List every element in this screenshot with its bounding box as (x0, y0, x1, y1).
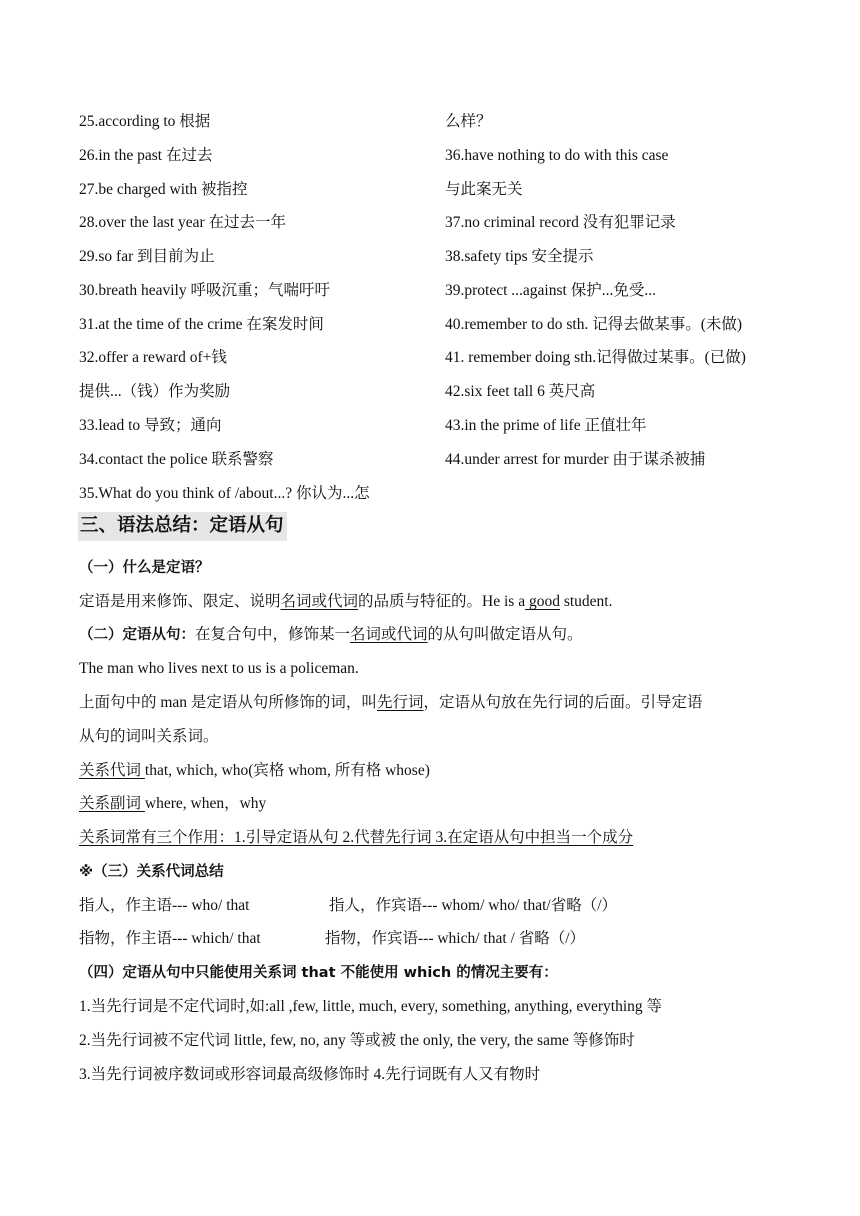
text: 上面句中的 man 是定语从句所修饰的词，叫 (79, 694, 377, 711)
rule-3: 3.当先行词被序数词或形容词最高级修饰时 4.先行词既有人又有物时 (79, 1066, 541, 1083)
text: ，定语从句放在先行词的后面。引导定语 (423, 694, 703, 711)
vocab-item: 么样？ (445, 113, 492, 130)
vocab-item: 44.under arrest for murder 由于谋杀被捕 (445, 451, 706, 468)
vocab-item: 41. remember doing sth.记得做过某事。(已做) (445, 349, 746, 366)
vocab-item: 33.lead to 导致；通向 (79, 417, 222, 434)
attributive-clause-line (79, 625, 583, 645)
summary-row-thing-subject: 指物，作主语--- which/ that (79, 930, 261, 947)
underlined-term: 名词或代词 (280, 593, 359, 610)
relative-pronouns-label: 关系代词 (79, 762, 145, 779)
rule-1: 1.当先行词是不定代词时,如:all ,few, little, much, every, something, anything, everything 等 (79, 998, 663, 1015)
vocab-item: 提供...（钱）作为奖励 (79, 383, 231, 400)
underlined-term: good (525, 593, 560, 610)
section-title: 三、语法总结：定语从句 (78, 512, 287, 541)
subheading-pronoun-summary: ※（三）关系代词总结 (79, 864, 224, 880)
text: 的从句叫做定语从句。 (427, 626, 583, 643)
summary-row-thing-object: 指物，作宾语--- which/ that / 省略（/） (325, 930, 586, 947)
vocab-item: 38.safety tips 安全提示 (445, 248, 594, 265)
vocab-item: 36.have nothing to do with this case (445, 147, 669, 164)
example-sentence: The man who lives next to us is a policeman. (79, 660, 359, 677)
relative-word-roles: 关系词常有三个作用：1.引导定语从句 2.代替先行词 3.在定语从句中担当一个成分 (79, 829, 634, 846)
vocab-item: 与此案无关 (445, 181, 523, 198)
vocab-item: 26.in the past 在过去 (79, 147, 213, 164)
vocab-item: 43.in the prime of life 正值壮年 (445, 417, 647, 434)
explanation-line-2: 从句的词叫关系词。 (79, 728, 219, 745)
text: student. (559, 593, 613, 610)
vocab-item: 32.offer a reward of+钱 (79, 349, 227, 366)
vocab-item: 37.no criminal record 没有犯罪记录 (445, 214, 676, 231)
vocab-item: 34.contact the police 联系警察 (79, 451, 274, 468)
vocab-item: 31.at the time of the crime 在案发时间 (79, 316, 324, 333)
vocab-item: 30.breath heavily 呼吸沉重；气喘吁吁 (79, 282, 330, 299)
vocab-item: 28.over the last year 在过去一年 (79, 214, 287, 231)
vocab-item: 27.be charged with 被指控 (79, 181, 248, 198)
subheading-that-not-which: （四）定语从句中只能使用关系词 that 不能使用 which 的情况主要有： (79, 965, 558, 981)
relative-pronouns-line (79, 761, 430, 781)
relative-adverbs-line (79, 794, 266, 814)
text: 在复合句中，修饰某一 (195, 626, 351, 643)
text: that, which, who(宾格 whom, 所有格 whose) (144, 762, 430, 779)
text: where, when，why (144, 795, 267, 812)
vocab-item: 40.remember to do sth. 记得去做某事。(未做) (445, 316, 743, 333)
subheading-attributive-clause: （二）定语从句： (79, 627, 195, 643)
summary-row-person-subject: 指人，作主语--- who/ that (79, 897, 250, 914)
rule-2: 2.当先行词被不定代词 little, few, no, any 等或被 the only, the very, the same 等修饰时 (79, 1032, 635, 1049)
vocab-item: 42.six feet tall 6 英尺高 (445, 383, 596, 400)
vocab-item: 25.according to 根据 (79, 113, 211, 130)
underlined-term: 先行词 (376, 694, 424, 711)
relative-adverbs-label: 关系副词 (79, 795, 145, 812)
explanation-line (79, 693, 702, 713)
vocab-item: 39.protect ...against 保护...免受... (445, 282, 656, 299)
text: 的品质与特征的。He is a (358, 593, 526, 610)
vocab-item: 29.so far 到目前为止 (79, 248, 215, 265)
subheading-what-is-attribute: （一）什么是定语？ (79, 560, 210, 576)
definition-line (79, 592, 612, 612)
text: 定语是用来修饰、限定、说明 (79, 593, 281, 610)
underlined-term: 名词或代词 (350, 626, 428, 643)
vocab-item: 35.What do you think of /about...? 你认为...怎 (79, 485, 370, 502)
summary-row-person-object: 指人，作宾语--- whom/ who/ that/省略（/） (329, 897, 618, 914)
